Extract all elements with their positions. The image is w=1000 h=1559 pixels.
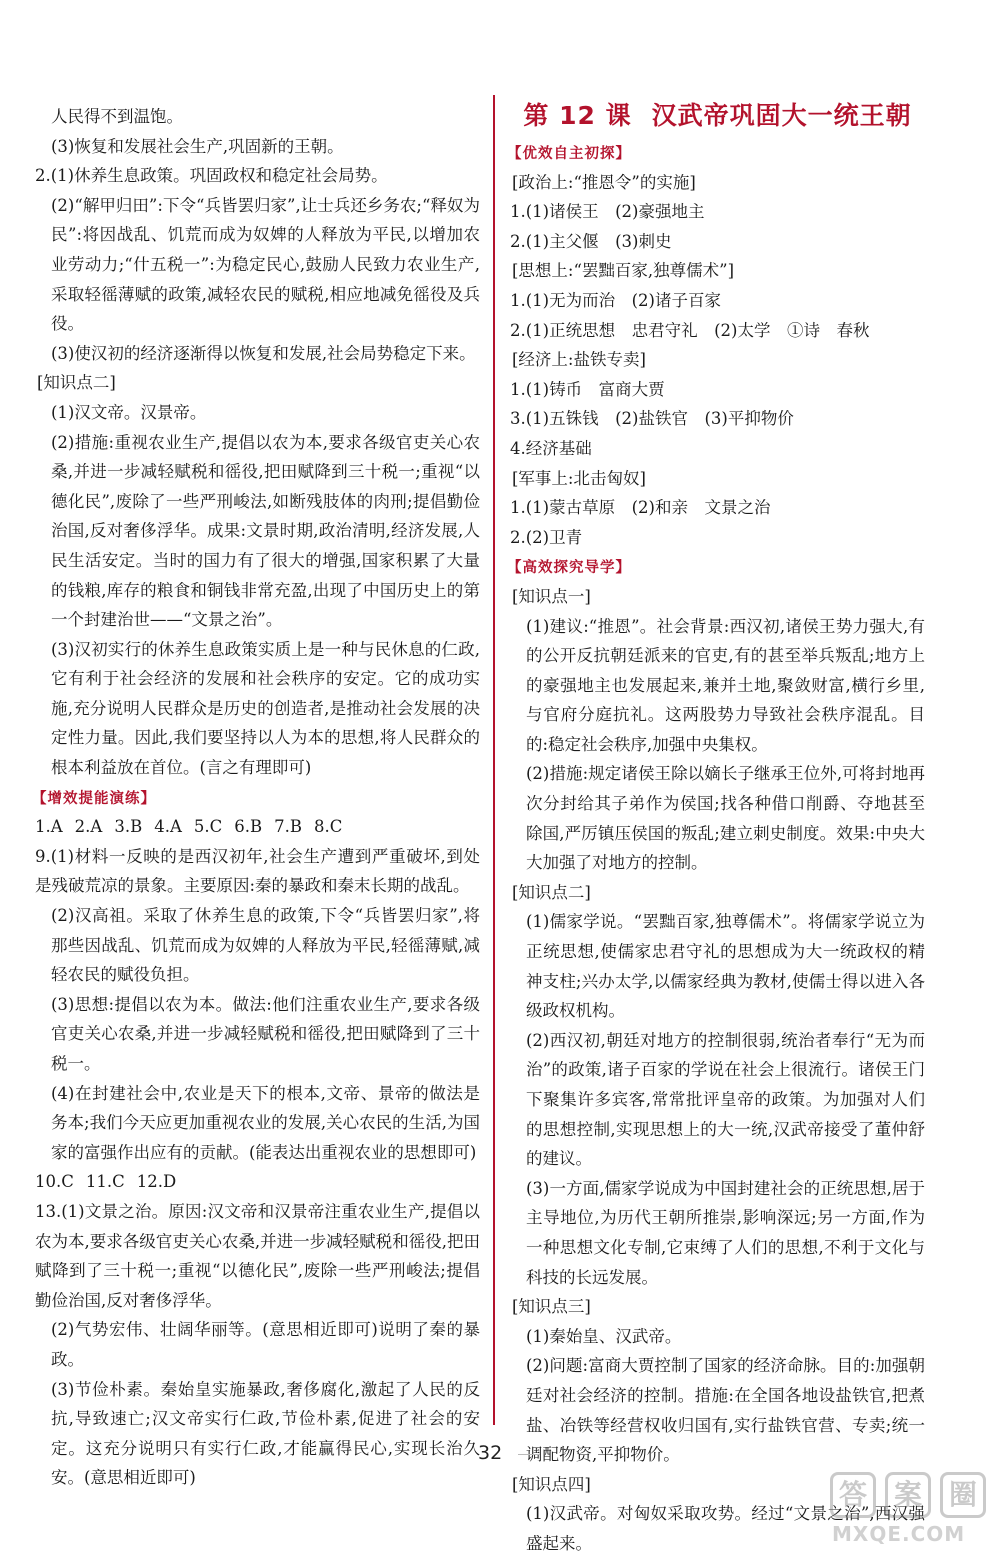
- answer-row: [35, 1167, 480, 1197]
- answer-paragraph: (4)在封建社会中,农业是天下的根本,文帝、景帝的做法是务本;我们今天应更加重视农业的发展,关心农民的生活,为国家的富强作出应有的贡献。(能表达出重视农业的思想即可): [51, 1083, 480, 1162]
- answer-paragraph: 9.(1)材料一反映的是西汉初年,社会生产遭到严重破坏,到处是残破荒凉的景象。主要原因:秦的暴政和秦末长期的战乱。: [35, 846, 480, 896]
- answer-item: 8.C: [314, 817, 343, 837]
- knowledge-point-label: [思想上:“罢黜百家,独尊儒术”]: [512, 261, 735, 281]
- knowledge-point-label: [知识点四]: [512, 1474, 591, 1494]
- answer-paragraph: (2)气势宏伟、壮阔华丽等。(意思相近即可)说明了秦的暴政。: [51, 1320, 480, 1369]
- knowledge-point-label: [经济上:盐铁专卖]: [512, 350, 646, 370]
- answer-paragraph: 人民得不到温饱。: [51, 107, 183, 126]
- answer-item: 10.C: [35, 1172, 74, 1192]
- section-heading: 【增效提能演练】: [32, 790, 156, 807]
- knowledge-point-label: [知识点一]: [512, 586, 591, 606]
- answer-paragraph: (1)汉文帝。汉景帝。: [51, 402, 207, 422]
- answer-paragraph: (1)建议:“推恩”。社会背景:西汉初,诸侯王势力强大,有的公开反抗朝廷派来的官吏,有的甚至举兵叛乱;地方上的豪强地主也发展起来,兼并土地,聚敛财富,横行乡里,与官府分庭抗礼。这两股势力导致社会秩序混乱。目的:稳定社会秩序,加强中央集权。: [526, 616, 925, 754]
- watermark-char: 答: [830, 1472, 876, 1518]
- answer-item: 2.A: [74, 817, 103, 837]
- answer-paragraph: (3)思想:提倡以农为本。做法:他们注重农业生产,要求各级官吏关心农桑,并进一步减轻赋税和徭役,把田赋降到了三十税一。: [51, 994, 480, 1073]
- answer-paragraph: (2)问题:富商大贾控制了国家的经济命脉。目的:加强朝廷对社会经济的控制。措施:在全国各地设盐铁官,把煮盐、冶铁等经营权收归国有,实行盐铁官营、专卖;统一调配物资,平抑物价。: [526, 1356, 925, 1465]
- answer-paragraph: (1)汉武帝。对匈奴采取攻势。经过“文景之治”,西汉强盛起来。: [526, 1504, 925, 1553]
- right-column: [507, 101, 925, 1559]
- watermark-char: 圈: [940, 1472, 986, 1518]
- answer-paragraph: (3)一方面,儒家学说成为中国封建社会的正统思想,居于主导地位,为历代王朝所推崇,影响深远;另一方面,作为一种思想文化专制,它束缚了人们的思想,不利于文化与科技的长远发展。: [526, 1178, 925, 1287]
- answer-paragraph: (3)汉初实行的休养生息政策实质上是一种与民休息的仁政,它有利于社会经济的发展和社会秩序的安定。它的成功实施,充分说明人民群众是历史的创造者,是推动社会发展的决定性力量。因此,我们要坚持以人为本的思想,将人民群众的根本利益放在首位。(言之有理即可): [51, 639, 480, 778]
- knowledge-point-label: [军事上:北击匈奴]: [512, 468, 646, 488]
- lesson-number: 第 12 课: [523, 101, 632, 130]
- answer-paragraph: 13.(1)文景之治。原因:汉文帝和汉景帝注重农业生产,提倡以农为本,要求各级官吏关心农桑,并进一步减轻赋税和徭役,把田赋降到了三十税一;重视“以德化民”,废除一些严刑峻法;提倡勤俭治国,反对奢侈浮华。: [35, 1201, 480, 1310]
- answer-paragraph: 1.(1)蒙古草原 (2)和亲 文景之治: [510, 498, 771, 518]
- answer-paragraph: 2.(1)主父偃 (3)刺史: [510, 231, 672, 251]
- answer-paragraph: 2.(1)休养生息政策。巩固政权和稳定社会局势。: [35, 166, 388, 186]
- knowledge-point-label: [知识点三]: [512, 1297, 591, 1317]
- answer-paragraph: (1)儒家学说。“罢黜百家,独尊儒术”。将儒家学说立为正统思想,使儒家忠君守礼的思想成为大一统政权的精神支柱;兴办太学,以儒家经典为教材,使儒士得以进入各级政权机构。: [526, 912, 925, 1021]
- answer-paragraph: (1)秦始皇、汉武帝。: [526, 1326, 682, 1346]
- answer-paragraph: (2)汉高祖。采取了休养生息的政策,下令“兵皆罢归家”,将那些因战乱、饥荒而成为奴婢的人释放为平民,轻徭薄赋,减轻农民的赋役负担。: [51, 906, 480, 985]
- answer-item: 4.A: [154, 817, 182, 837]
- answer-paragraph: (2)“解甲归田”:下令“兵皆罢归家”,让士兵还乡务农;“释奴为民”:将因战乱、饥荒而成为奴婢的人释放为平民,以增加农业劳动力;“什五税一”:为稳定民心,鼓励人民致力农业生产,采取轻徭薄赋的政策,减轻农民的赋税,相应地减免徭役及兵役。: [51, 195, 480, 334]
- answer-row: [35, 812, 480, 842]
- left-column: [32, 102, 480, 1493]
- answer-item: 11.C: [85, 1172, 125, 1192]
- knowledge-point-label: [知识点二]: [37, 373, 116, 393]
- answer-paragraph: 2.(2)卫青: [510, 527, 583, 547]
- answer-paragraph: 4.经济基础: [510, 438, 592, 458]
- lesson-name: 汉武帝巩固大一统王朝: [651, 101, 912, 130]
- answer-paragraph: (2)措施:规定诸侯王除以嫡长子继承王位外,可将封地再次分封给其子弟作为侯国;找各种借口削爵、夺地甚至除国,严厉镇压侯国的叛乱;建立刺史制度。效果:中央大大加强了对地方的控制。: [526, 764, 925, 873]
- section-heading: 【优效自主初探】: [507, 146, 631, 162]
- column-divider: [493, 95, 495, 1425]
- answer-paragraph: (2)措施:重视农业生产,提倡以农为本,要求各级官吏关心农桑,并进一步减轻赋税和徭役,把田赋降到三十税一;重视“以德化民”,废除了一些严刑峻法,如断残肢体的肉刑;提倡勤俭治国,反对奢侈浮华。成果:文景时期,政治清明,经济发展,人民生活安定。当时的国力有了很大的增强,国家积累了大量的钱粮,库存的粮食和铜钱非常充盈,出现了中国历史上的第一个封建治世——“文景之治”。: [51, 432, 480, 630]
- answer-paragraph: (3)节俭朴素。秦始皇实施暴政,奢侈腐化,激起了人民的反抗,导致速亡;汉文帝实行仁政,节俭朴素,促进了社会的安定。这充分说明只有实行仁政,才能赢得民心,实现长治久安。(意思相近即可): [51, 1379, 480, 1488]
- answer-item: 3.B: [114, 817, 143, 837]
- page-number: 32: [478, 1442, 503, 1464]
- section-heading: 【高效探究导学】: [507, 560, 631, 577]
- answer-item: 6.B: [234, 817, 263, 837]
- knowledge-point-label: [政治上:“推恩令”的实施]: [512, 172, 696, 192]
- answer-paragraph: 1.(1)铸币 富商大贾: [510, 379, 665, 399]
- answer-paragraph: (3)恢复和发展社会生产,巩固新的王朝。: [51, 136, 344, 156]
- answer-paragraph: 1.(1)诸侯王 (2)豪强地主: [510, 202, 705, 222]
- answer-paragraph: (3)使汉初的经济逐渐得以恢复和发展,社会局势稳定下来。: [51, 343, 476, 363]
- watermark-logo: [830, 1470, 995, 1548]
- page-number-dash: [518, 1454, 540, 1455]
- answer-paragraph: 1.(1)无为而治 (2)诸子百家: [510, 290, 721, 310]
- watermark-char: 案: [885, 1472, 931, 1518]
- answer-item: 12.D: [136, 1172, 177, 1192]
- answer-item: 5.C: [193, 817, 223, 837]
- lesson-title: [510, 96, 925, 136]
- answer-item: 1.A: [35, 817, 63, 837]
- knowledge-point-label: [知识点二]: [512, 882, 591, 902]
- answer-item: 7.B: [274, 817, 303, 837]
- watermark-url: MXQE.COM: [832, 1522, 966, 1546]
- answer-paragraph: 3.(1)五铢钱 (2)盐铁官 (3)平抑物价: [510, 409, 794, 429]
- answer-paragraph: 2.(1)正统思想 忠君守礼 (2)太学 ①诗 春秋: [510, 320, 870, 340]
- answer-paragraph: (2)西汉初,朝廷对地方的控制很弱,统治者奉行“无为而治”的政策,诸子百家的学说在社会上很流行。诸侯王门下聚集许多宾客,常常批评皇帝的政策。为加强对人们的思想控制,实现思想上的大一统,汉武帝接受了董仲舒的建议。: [526, 1030, 925, 1169]
